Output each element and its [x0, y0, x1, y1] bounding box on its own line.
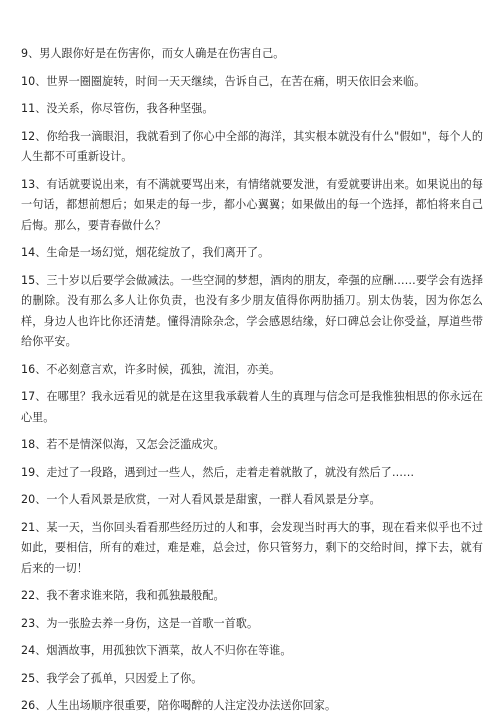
list-item: 17、在哪里？我永远看见的就是在这里我承载着人生的真理与信念可是我惟独相思的你永远在心里。: [21, 390, 483, 424]
list-item: 16、不必刻意言欢，许多时候，孤独，流泪，亦美。: [21, 362, 281, 376]
list-item: 15、三十岁以后要学会做减法。一些空洞的梦想，酒肉的朋友，牵强的应酬……要学会有选择的删除。没有那么多人让你负责，也没有多少朋友值得你两肋插刀。别太伪装，因为你怎么样，身边人也许比你还清楚。懂得清除杂念，学会感恩结缘，好口碑总会让你受益，厚道些带给你平安。: [21, 273, 483, 348]
list-item: 21、某一天，当你回头看看那些经历过的人和事，会发现当时再大的事，现在看来似乎也不过如此，要相信，所有的难过，难是难，总会过，你只管努力，剩下的交给时间，撑下去，就有后来的一切！: [21, 520, 483, 575]
list-item: 11、没关系，你尽管伤，我各种坚强。: [21, 102, 214, 115]
list-item: 26、人生出场顺序很重要，陪你喝醉的人注定没办法送你回家。: [21, 699, 337, 712]
list-item: 23、为一张脸去养一身伤，这是一首歌一首歌。: [21, 616, 259, 630]
list-item: 22、我不奢求谁来陪，我和孤独最般配。: [21, 589, 225, 602]
list-item: 13、有话就要说出来，有不满就要骂出来，有情绪就要发泄，有爱就要讲出来。如果说出的每一句话，都想前想后；如果走的每一步，都小心翼翼；如果做出的每一个选择，都怕将来自己后悔。那么，要青春做什么？: [21, 177, 483, 232]
list-item: 14、生命是一场幻觉，烟花绽放了，我们离开了。: [21, 246, 270, 259]
list-item: 9、男人跟你好是在伤害你，而女人确是在伤害自己。: [21, 47, 285, 60]
list-item: 10、世界一圈圈旋转，时间一天天继续，告诉自己，在苦在痛，明天依旧会来临。: [21, 74, 426, 88]
list-item: 18、若不是情深似海，又怎会泛滥成灾。: [21, 438, 225, 451]
quote-list: [21, 44, 483, 724]
list-item: 25、我学会了孤单，只因爱上了你。: [21, 671, 203, 685]
list-item: 20、一个人看风景是欣赏，一对人看风景是甜蜜，一群人看风景是分享。: [21, 493, 381, 506]
list-item: 19、走过了一段路，遇到过一些人，然后，走着走着就散了，就没有然后了……: [21, 465, 415, 479]
list-item: 12、你给我一滴眼泪，我就看到了你心中全部的海洋，其实根本就没有什么"假如"，每个人的人生都不可重新设计。: [21, 129, 483, 163]
list-item: 24、烟酒故事，用孤独饮下酒菜，故人不归你在等谁。: [21, 644, 292, 657]
